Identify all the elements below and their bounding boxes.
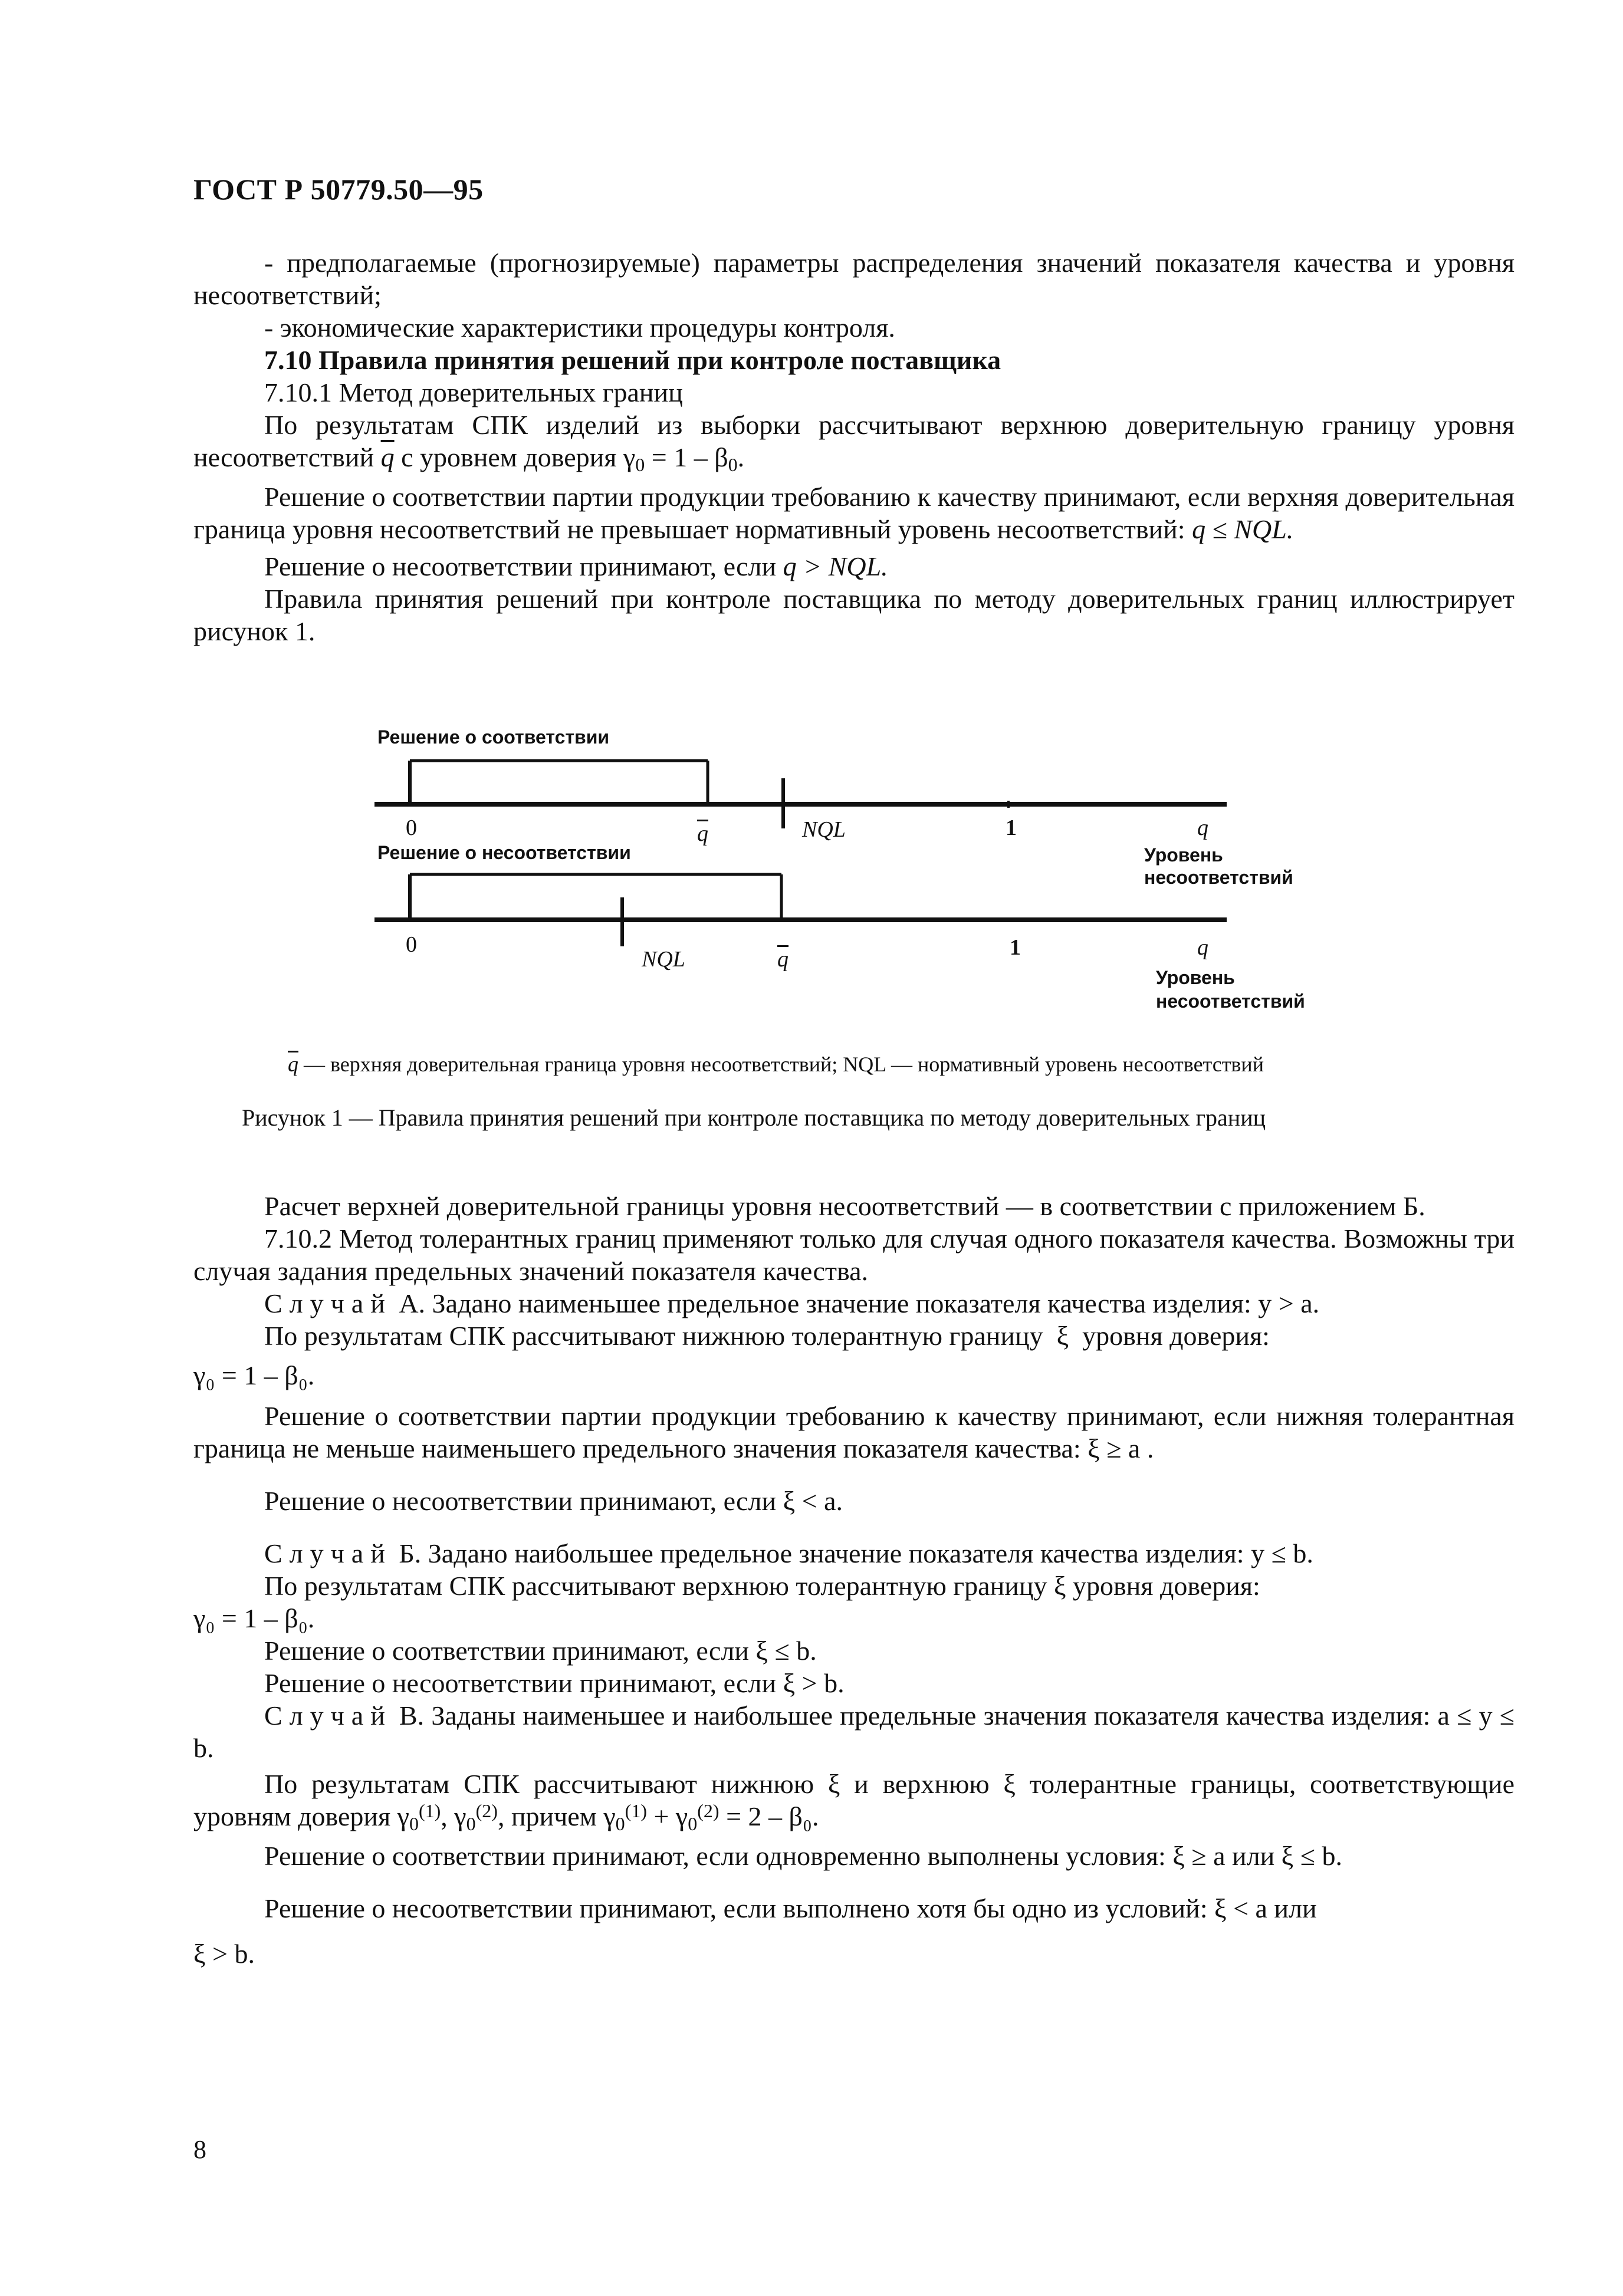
paragraph-upper-bound: По результатам СПК изделий из выборки рассчитывают верхнюю доверительную границу уровня несоответствий $\overline{q}$ с уровнем доверия $\gamma_0 = 1 - \beta_0$. <box>193 410 1514 475</box>
case-word: Случай <box>264 1700 392 1731</box>
list-item-distribution: - предполагаемые (прогнозируемые) параметры распределения значений показателя качества и уровня несоответствий; <box>193 248 1514 310</box>
label-one-top: 1 <box>1006 815 1017 840</box>
q-bar-symbol: $\overline{q}$ <box>380 442 395 472</box>
paragraph-case-a-nonconformity: Решение о несоответствии принимают, если ξ < a. <box>264 1486 843 1516</box>
paragraph-text: Решение о соответствии партии продукции требованию к качеству принимают, если верхняя доверительная граница уровня несоответствий не превышает нормативный уровень несоответствий: <box>193 482 1514 544</box>
paragraph-upper-tolerance: По результатам СПК рассчитывают верхнюю толерантную границу ξ уровня доверия: <box>264 1571 1260 1601</box>
formula-conformity: q ≤ NQL. <box>1192 514 1294 544</box>
axis-label-bottom-1: Уровень <box>1156 967 1235 988</box>
paragraph-calc-reference: Расчет верхней доверительной границы уровня несоответствий — в соответствии с приложением Б. <box>264 1191 1425 1221</box>
section-heading-text: 7.10 Правила принятия решений при контроле поставщика <box>264 345 1001 375</box>
label-conformity-decision: Решение о соответствии <box>377 726 610 748</box>
paragraph-text: = 1 – β <box>651 442 728 472</box>
formula-nonconformity: q > NQL. <box>783 551 888 581</box>
subsection-7-10-1: 7.10.1 Метод доверительных границ <box>264 377 683 407</box>
paragraph-text: По результатам СПК рассчитывают нижнюю толерантную границу <box>264 1321 1043 1351</box>
legend-text: — верхняя доверительная граница уровня несоответствий; NQL — нормативный уровень несоответствий <box>304 1052 1264 1076</box>
label-zero-bottom: 0 <box>406 932 417 957</box>
figure-caption: Рисунок 1 — Правила принятия решений при контроле поставщика по методу доверительных границ <box>242 1104 1266 1131</box>
paragraph-case-a-conformity: Решение о соответствии партии продукции требованию к качеству принимают, если нижняя толерантная граница не меньше наименьшего предельного значения показателя качества: ξ ≥ a . <box>193 1401 1514 1463</box>
axis-label-top-2: несоответствий <box>1144 867 1293 888</box>
label-nonconformity-decision: Решение о несоответствии <box>377 842 631 863</box>
paragraph-two-sided: По результатам СПК рассчитывают нижнюю ξ и верхнюю ξ толерантные границы, соответствующие уровням доверия $\gamma_0^{(1)}$, $\gamma_0^{(2)}$, причем $\gamma_0^{(1)} + \gamma_0^{(2)} = 2 - \beta_0$. <box>193 1769 1514 1834</box>
label-q-bar-bottom: $\overline{q}$ <box>777 947 788 972</box>
page-number: 8 <box>193 2135 206 2164</box>
paragraph-case-b-conformity: Решение о соответствии принимают, если ξ ≤ b. <box>264 1636 817 1666</box>
case-v-text: В. Заданы наименьшее и наибольшее предельные значения показателя качества изделия: a ≤ y ≤ b. <box>193 1700 1515 1763</box>
legend-q-bar: $\overline{q}$ <box>288 1052 298 1076</box>
paragraph-nonconformity <box>193 550 1514 583</box>
label-q-bottom: q <box>1197 935 1208 960</box>
paragraph-figure-ref: Правила принятия решений при контроле поставщика по методу доверительных границ иллюстрирует рисунок 1. <box>193 584 1514 646</box>
paragraph-case-v-nonconformity: Решение о несоответствии принимают, если выполнено хотя бы одно из условий: ξ < a или <box>264 1893 1317 1923</box>
label-one-bottom: 1 <box>1010 935 1021 960</box>
list-item-economic: - экономические характеристики процедуры контроля. <box>264 313 895 343</box>
paragraph-text: = 2 – β₀. <box>726 1801 819 1831</box>
formula-gamma-b: γ₀ = 1 – β₀. <box>193 1603 315 1633</box>
document-code: ГОСТ Р 50779.50—95 <box>193 173 484 206</box>
case-b-heading <box>193 1537 1514 1570</box>
case-word: Случай <box>264 1538 392 1568</box>
case-word: Случай <box>264 1288 392 1318</box>
paragraph-text: причем <box>511 1801 597 1831</box>
paragraph-lower-tolerance: По результатам СПК рассчитывают нижнюю толерантную границу ξ уровня доверия: <box>264 1321 1270 1351</box>
formula-case-v-end: ξ > b. <box>193 1939 255 1969</box>
intro-list <box>193 246 1514 647</box>
paragraph-text: с уровнем доверия γ <box>401 442 636 472</box>
label-q-bar-top: $\overline{q}$ <box>697 821 708 846</box>
label-zero-top: 0 <box>406 815 417 840</box>
paragraph-case-b-nonconformity: Решение о несоответствии принимают, если ξ > b. <box>264 1668 845 1698</box>
label-nql-bottom: NQL <box>642 947 685 972</box>
paragraph-text: По результатам СПК изделий из выборки рассчитывают верхнюю доверительную границу уровня несоответствий <box>193 410 1514 472</box>
case-v-heading <box>193 1699 1514 1764</box>
figure-legend <box>288 1052 1264 1077</box>
axis-label-top-1: Уровень <box>1144 844 1223 866</box>
case-b-text: Б. Задано наибольшее предельное значение показателя качества изделия: y ≤ b. <box>399 1538 1313 1568</box>
section-heading-7-10 <box>193 344 1514 376</box>
paragraph-text: уровня доверия: <box>1082 1321 1270 1351</box>
label-nql-top: NQL <box>802 817 846 842</box>
paragraph-tolerance-method: 7.10.2 Метод толерантных границ применяют только для случая одного показателя качества. Возможны три случая задания предельных значений показателя качества. <box>193 1223 1514 1286</box>
paragraph-text: Решение о несоответствии принимают, если <box>264 551 777 581</box>
paragraph-conformity <box>193 481 1514 545</box>
label-q-top: q <box>1197 815 1208 840</box>
axis-label-bottom-2: несоответствий <box>1156 991 1305 1012</box>
paragraph-case-v-conformity: Решение о соответствии принимают, если одновременно выполнены условия: ξ ≥ a или ξ ≤ b. <box>264 1841 1342 1871</box>
case-a-text: А. Задано наименьшее предельное значение показателя качества изделия: y > a. <box>399 1288 1320 1318</box>
paragraph-text: По результатам СПК рассчитывают нижнюю ξ и верхнюю ξ толерантные границы, соответствующие уровням доверия <box>193 1769 1514 1831</box>
formula-gamma-a: γ₀ = 1 – β₀. <box>193 1360 315 1390</box>
tolerance-section <box>193 1190 1514 1970</box>
case-a-heading <box>193 1287 1514 1320</box>
